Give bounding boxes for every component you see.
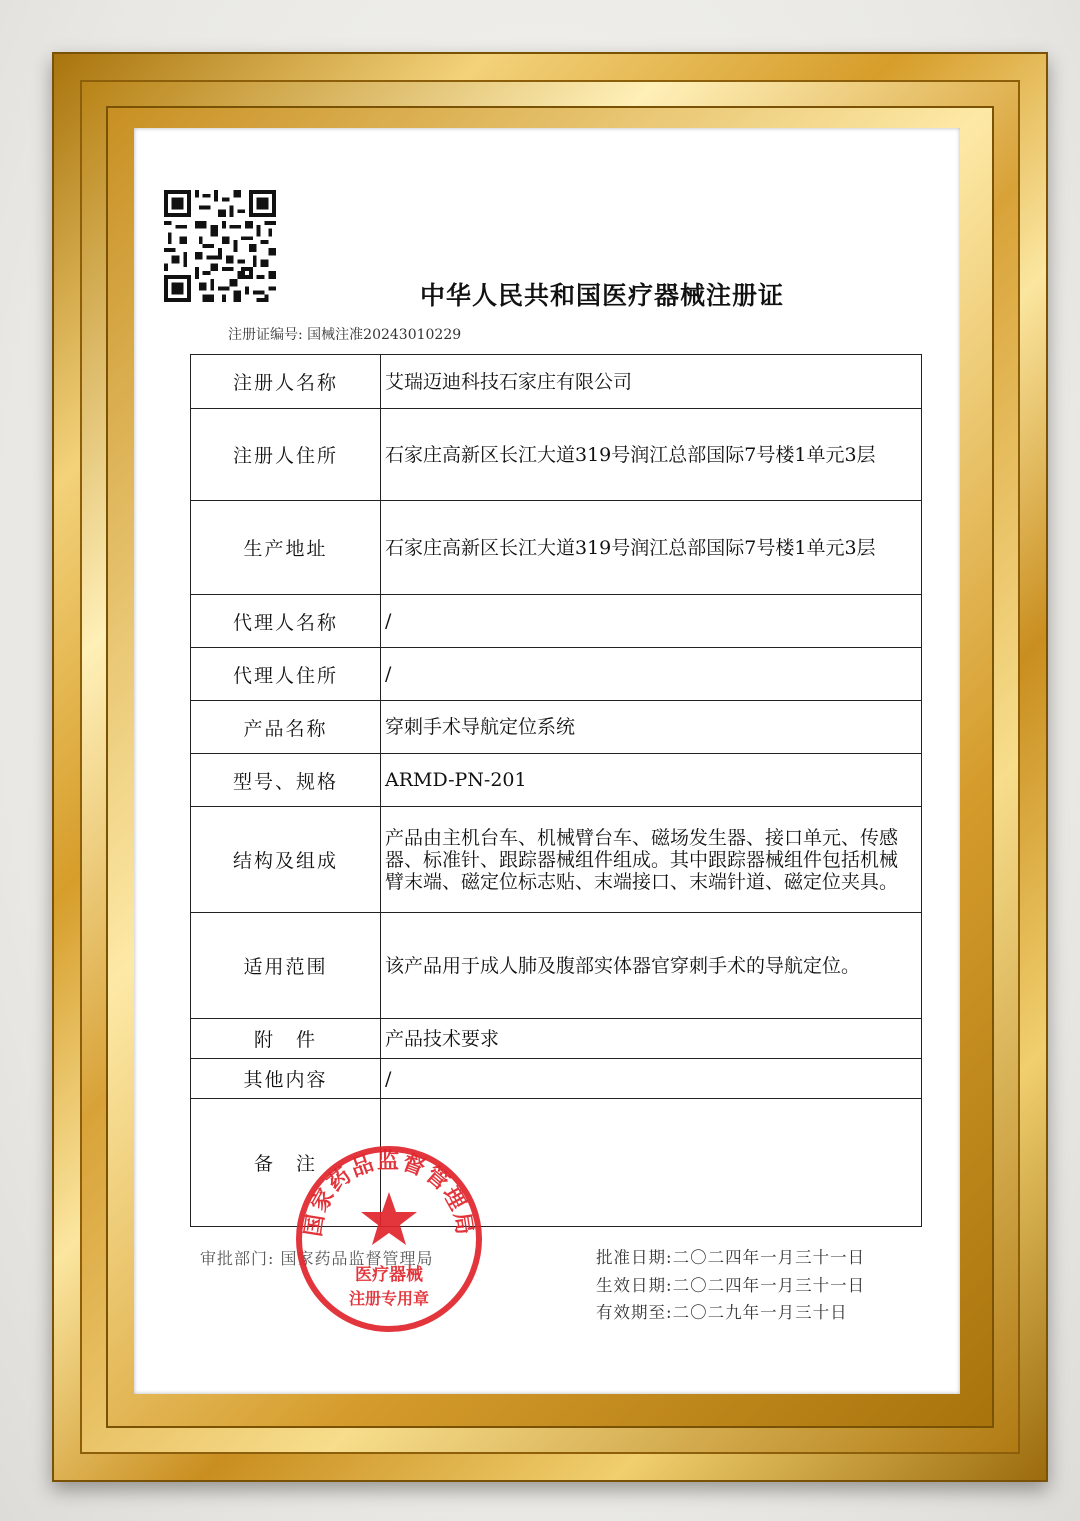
registration-number-value: 国械注准20243010229 [307,327,462,343]
effective-date-line [596,1272,865,1300]
valid-until-line [596,1299,865,1327]
row-value: 产品技术要求 [381,1019,922,1059]
row-label: 结构及组成 [191,807,381,913]
certificate-title: 中华人民共和国医疗器械注册证 [419,281,784,310]
row-label: 适用范围 [191,913,381,1019]
row-label: 附 件 [191,1019,381,1059]
seal-line-1: 医疗器械 [355,1265,423,1285]
table-row [191,501,922,595]
effective-date-label: 生效日期: [596,1275,673,1295]
valid-until-label: 有效期至: [596,1303,673,1322]
row-value: / [381,648,922,701]
registration-number-label: 注册证编号: [228,327,303,343]
approval-department-value: 国家药品监督管理局 [280,1249,434,1268]
row-value: 产品由主机台车、机械臂台车、磁场发生器、接口单元、传感器、标准针、跟踪器械组件组成。其中跟踪器械组件包括机械臂末端、磁定位标志贴、末端接口、末端针道、磁定位夹具。 [381,807,922,913]
row-value: 穿刺手术导航定位系统 [381,701,922,754]
row-label: 型号、规格 [191,754,381,807]
table-row [191,1059,922,1099]
effective-date-value: 二〇二四年一月三十一日 [672,1275,866,1295]
row-value: / [381,595,922,648]
row-label: 注册人住所 [191,409,381,501]
row-value: 石家庄高新区长江大道319号润江总部国际7号楼1单元3层 [381,501,922,595]
table-row [191,807,922,913]
row-label: 备 注 [191,1099,381,1227]
approval-date-line [596,1244,865,1272]
table-row [191,355,922,409]
row-value: 石家庄高新区长江大道319号润江总部国际7号楼1单元3层 [381,409,922,501]
table-row [191,648,922,701]
table-row [191,595,922,648]
table-row [191,754,922,807]
row-label: 生产地址 [191,501,381,595]
row-value: ARMD-PN-201 [381,754,922,807]
certificate-table [190,354,922,1227]
row-value: 艾瑞迈迪科技石家庄有限公司 [381,355,922,409]
star-icon [361,1192,417,1245]
seal-line-2: 注册专用章 [348,1289,430,1308]
table-row [191,913,922,1019]
approval-date-value: 二〇二四年一月三十一日 [672,1248,866,1267]
row-label: 注册人名称 [191,355,381,409]
seal-arc-text: 国家药品监督管理局 [301,1149,477,1239]
approval-date-label: 批准日期: [596,1248,673,1267]
certificate-paper [134,128,960,1394]
row-value: 该产品用于成人肺及腹部实体器官穿刺手术的导航定位。 [381,913,922,1019]
table-row [191,409,922,501]
table-row [191,1019,922,1059]
table-row [191,701,922,754]
row-value: / [381,1059,922,1099]
row-label: 其他内容 [191,1059,381,1099]
row-label: 产品名称 [191,701,381,754]
valid-until-value: 二〇二九年一月三十日 [672,1303,848,1322]
registration-number [228,324,461,344]
row-label: 代理人住所 [191,648,381,701]
approval-dates [596,1244,865,1327]
approval-department-label: 审批部门: [200,1249,275,1268]
official-seal [294,1144,484,1334]
row-label: 代理人名称 [191,595,381,648]
